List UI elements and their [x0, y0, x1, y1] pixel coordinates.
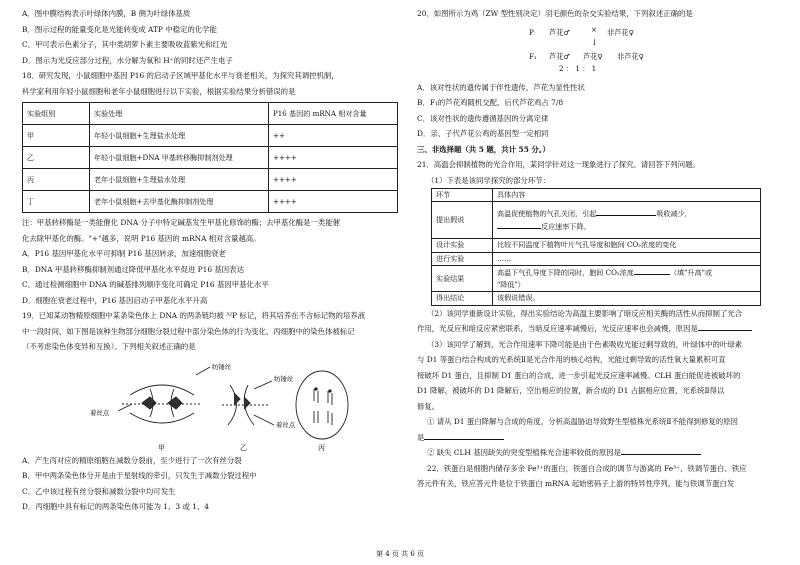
- table-cell: 老年小鼠细胞+去甲基化酶抑制剂处理: [90, 191, 269, 213]
- q18-option-d: D．细胞在衰老过程中，P16 基因启动子甲基化水平升高: [22, 295, 208, 305]
- table-cell: 比较不同温度下植物叶片气孔导度和胞间 CO₂浓度的变化: [493, 239, 761, 252]
- table-cell: ++++: [269, 191, 398, 213]
- page-footer: 第 4 页 共 6 页: [375, 550, 425, 558]
- label-spindle-b: 纺锤丝: [274, 374, 294, 383]
- q21-3-item1-cont: [417, 430, 779, 446]
- q20-stem: 20．如图所示为鸡（ZW 型性别决定）羽毛颜色的杂交实验结果，下列叙述正确的是: [417, 9, 693, 18]
- hypothesis-text-b: 吸收减少，: [656, 209, 692, 219]
- q18-stem-line2: 科学家利用年轻小鼠细胞和老年小鼠细胞进行以下实验，根据实验结果分析错误的是: [22, 86, 296, 96]
- table-cell: 甲: [23, 125, 90, 147]
- q19-option-b: B．甲中两条染色体分开是由于星射线的牵引，只发生于减数分裂过程中: [22, 471, 257, 480]
- figure-label-a: 甲: [158, 443, 165, 452]
- table-row: [23, 191, 398, 213]
- table-row: [432, 292, 761, 305]
- cross-ratio: 2 ： 1 ： 1: [559, 63, 597, 73]
- hypothesis-text-a: 高温促使植物的气孔关闭，引起: [497, 209, 597, 219]
- result-text-a: 高温下气孔导度下降的同时，胞间 CO₂浓度: [497, 268, 634, 278]
- table-cell: [493, 266, 761, 292]
- q21-sub3-line4: D1 降解，被破坏的 D1 降解后，空出相应的位置，新合成的 D1 占据相应位置，光系统Ⅱ得以: [417, 386, 725, 396]
- q20-option-c: C．该对性状的遗传遵循基因的分离定律: [417, 113, 549, 123]
- q20-option-d: D．亲、子代芦花公鸡的基因型一定相同: [417, 129, 549, 138]
- table-cell: 年轻小鼠细胞+DNA 甲基转移酶抑制剂处理: [90, 147, 269, 169]
- right-column: [417, 6, 779, 492]
- table-cell: 提出假说: [432, 202, 493, 239]
- q21-sub3-line3: 接破坏 D1 蛋白，且抑制 D1 蛋白的合成，进一步引起光反应速率减慢。CLH 蛋白能促进被破坏的: [417, 370, 741, 380]
- q18-option-a: A．P16 基因甲基化水平可抑制 P16 基因转录，加速细胞衰老: [22, 249, 226, 258]
- answer-blank[interactable]: [596, 207, 656, 216]
- cross-arrow-icon: ↓: [591, 37, 598, 47]
- table-cell: 丙: [23, 169, 90, 191]
- q19-stem-line1: 19．已知某动物精原细胞中某条染色体上 DNA 的两条链均被 ³²P 标记，将其培养在不含标记物的培养液: [22, 311, 366, 320]
- result-text-c: "降低"）: [497, 280, 525, 290]
- table-header: 环节: [432, 189, 493, 202]
- q18-option-b: B．DNA 甲基转移酶抑制剂通过降低甲基化水平促进 P16 基因表达: [22, 264, 244, 274]
- table-header: P16 基因的 mRNA 相对含量: [269, 103, 398, 125]
- table-row: [23, 169, 398, 191]
- q20-option-a: A．该对性状的遗传属于伴性遗传，芦花为显性性状: [417, 82, 585, 92]
- answer-blank[interactable]: [621, 446, 701, 455]
- left-column: [22, 6, 398, 515]
- cross-f1-a: 芦花♂: [549, 51, 570, 61]
- cross-times: ×: [591, 24, 598, 34]
- answer-blank[interactable]: [698, 322, 752, 331]
- table-row: [23, 147, 398, 169]
- label-centromere-a: 着丝点: [90, 408, 110, 417]
- q19-cell-figures: [22, 355, 398, 453]
- q20-cross-diagram: [417, 22, 779, 80]
- q19-stem-line2: 中一段时间，如下图是该种生物部分细胞分裂过程中部分染色体的行为变化，丙细胞中的染色体被标记: [22, 326, 355, 336]
- q21-sub3-line1: （3）该同学了解到，光合作用速率下降可能是由于色素吸收光能过剩导致的，叶绿体中的叶绿素: [427, 339, 743, 349]
- q19-option-d: D．丙细胞中具有标记的两条染色体可能为 1、3 或 1、4: [22, 502, 209, 511]
- answer-blank[interactable]: [497, 220, 541, 229]
- cross-p-label: P: [529, 27, 534, 37]
- q21-3-item1: ① 请从 D1 蛋白降解与合成的角度，分析高温胁迫导致野生型植株光系统Ⅱ不能得到修复的原因: [427, 417, 738, 427]
- q17-option-d: D．图示为光反应部分过程，水分解为氧和 H⁺的同时还产生电子: [22, 55, 233, 65]
- cell-division-diagram: [22, 355, 398, 453]
- q20-option-b: B．F₁的芦花鸡随机交配，后代芦花鸡占 7/8: [417, 98, 564, 107]
- section-heading: 三、非选择题（共 5 题，共计 55 分。）: [417, 144, 550, 154]
- cross-f1-label: F₁: [529, 51, 537, 61]
- q21-sub2-line1: （2）该同学重新设计实验，得出实验结论为高温主要影响了暗反应相关酶的活性从而抑制了光合: [427, 308, 743, 318]
- cross-male: 芦花♂: [549, 27, 570, 37]
- q19-option-a: A．产生丙对应的精原细胞在减数分裂前，至少进行了一次有丝分裂: [22, 455, 242, 465]
- q21-stem: 21．高温会抑制植物的光合作用，某同学针对这一现象进行了探究。请回答下列问题。: [417, 160, 700, 169]
- table-cell: 该假说错误。: [493, 292, 761, 305]
- answer-blank[interactable]: [424, 431, 504, 440]
- table-row: [23, 125, 398, 147]
- q17-option-c: C．甲可表示色素分子，其中类胡萝卜素主要吸收蓝紫光和红光: [22, 40, 228, 49]
- cross-f1-c: 非芦花♀: [617, 51, 644, 61]
- q18-note-line2: 化去除甲基化的酶。"+"越多，说明 P16 基因的 mRNA 相对含量越高。: [22, 233, 261, 243]
- table-cell: ++++: [269, 169, 398, 191]
- q21-sub2-line2: [417, 321, 779, 337]
- q18-stem-line1: 18．研究发现，小鼠细胞中基因 P16 的启动子区域甲基化水平与衰老相关，为探究其调控机制，: [22, 71, 339, 80]
- q21-sub2-text: 作用，光反应和暗反应紧密联系，当暗反应速率减慢后，光反应速率也会减慢，原因是: [417, 324, 698, 334]
- table-row: [432, 202, 761, 239]
- q21-sub3-line2: 与 D1 等蛋白结合构成的光系统Ⅱ是光合作用的核心结构，光能过剩导致的活性氧大量累积可直: [417, 355, 726, 365]
- table-cell: ……: [493, 252, 761, 265]
- hypothesis-text-c: 反应速率下降。: [541, 222, 591, 232]
- q21-sub3-line5: 修复。: [417, 401, 440, 411]
- answer-blank[interactable]: [634, 266, 670, 275]
- table-cell: 年轻小鼠细胞+生理盐水处理: [90, 125, 269, 147]
- cross-female: 非芦花♀: [607, 27, 634, 37]
- q18-option-c: C．通过检测细胞中 DNA 的碱基排列顺序变化可确定 P16 基因甲基化水平: [22, 280, 269, 289]
- table-cell: [493, 202, 761, 239]
- q18-table: [22, 102, 398, 213]
- q21-3-item2: [417, 445, 779, 461]
- table-header-row: [432, 189, 761, 202]
- q19-stem-line3: （不考虑染色体变异和互换）。下列相关叙述正确的是: [22, 342, 196, 351]
- table-cell: 得出结论: [432, 292, 493, 305]
- q19-option-c: C．乙中该过程有丝分裂和减数分裂中均可发生: [22, 486, 176, 496]
- table-cell: 乙: [23, 147, 90, 169]
- cell-c-figure: [296, 371, 348, 439]
- q22-line1: 22．铁蛋白是细胞内储存多余 Fe³⁺的蛋白，铁蛋白合成的调节与游离的 Fe³⁺、铁调节蛋白、铁应: [427, 463, 747, 473]
- table-cell: ++: [269, 125, 398, 147]
- table-header: 具体内容: [493, 189, 761, 202]
- table-header: 实验处理: [90, 103, 269, 125]
- table-row: [432, 252, 761, 265]
- table-row: [432, 239, 761, 252]
- label-centromere-b: 着丝点: [276, 420, 296, 429]
- table-cell: 进行实验: [432, 252, 493, 265]
- figure-label-b: 乙: [240, 443, 247, 452]
- table-cell: 老年小鼠细胞+生理盐水处理: [90, 169, 269, 191]
- q22-line2: 答元件有关，铁应答元件是位于铁蛋白 mRNA 起始密码子上游的特异性序列，能与铁调节蛋白发: [417, 479, 735, 489]
- q18-note-line1: 注：甲基转移酶是一类能催化 DNA 分子中特定碱基发生甲基化修饰的酶；去甲基化酶是一类能催: [22, 218, 341, 227]
- q17-option-a: A．图中膜结构表示叶绿体内膜，B 侧为叶绿体基质: [22, 9, 191, 18]
- q21-sub1: （1）下表是该同学探究的部分环节：: [427, 175, 550, 185]
- q17-option-b: B．图示过程的能量变化是光能转变成 ATP 中稳定的化学能: [22, 24, 217, 34]
- table-row: [432, 266, 761, 292]
- table-header: 实验组别: [23, 103, 90, 125]
- table-cell: ++++: [269, 147, 398, 169]
- table-cell: 丁: [23, 191, 90, 213]
- table-header-row: [23, 103, 398, 125]
- cell-a-figure: [118, 367, 210, 423]
- q21-3-item1-text: 是: [417, 432, 425, 442]
- table-cell: 实验结果: [432, 266, 493, 292]
- result-text-b: （填"升高"或: [669, 268, 712, 278]
- table-cell: 设计实验: [432, 239, 493, 252]
- cell-b-figure: [222, 381, 274, 425]
- label-spindle-a: 纺锤丝: [212, 362, 232, 371]
- cross-f1-b: 芦花♀: [583, 51, 603, 61]
- q21-table: [431, 188, 761, 306]
- figure-label-c: 丙: [318, 443, 325, 452]
- q21-3-item2-text: ② 缺失 CLH 基因缺失的突变型植株光合速率较低的原因是: [427, 448, 622, 458]
